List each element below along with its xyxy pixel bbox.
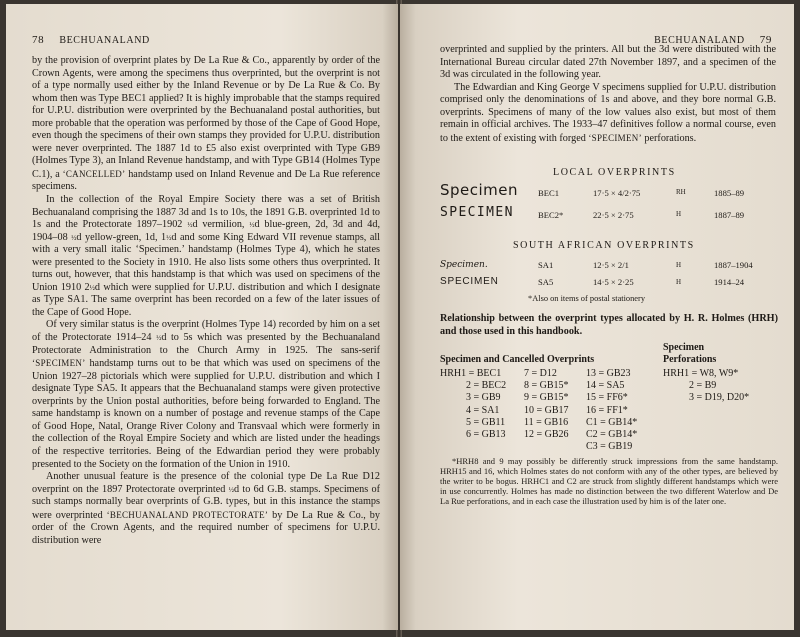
right-page-number: 79 <box>759 34 772 46</box>
hrh-mapping: 6 = GB13 <box>466 429 506 441</box>
overprint-code: SA1 <box>538 260 554 270</box>
hrh-mapping: 15 = FF6* <box>586 392 628 404</box>
perforations-header-line1: Specimen <box>663 342 705 353</box>
paragraph <box>32 194 380 319</box>
local-overprint-row-1 <box>440 181 780 204</box>
hrh-mapping: HRH1 = W8, W9* <box>663 368 739 379</box>
south-african-overprints-title: SOUTH AFRICAN OVERPRINTS <box>513 240 695 251</box>
text-run: perforations. <box>641 132 697 144</box>
hrh-mapping: 10 = GB17 <box>524 404 569 416</box>
hrh-mapping: 4 = SA1 <box>466 404 500 416</box>
text-run: handstamp used on Inland Revenue and De La Rue reference specimens. <box>32 168 380 193</box>
hrh-perforations-column <box>663 368 773 405</box>
paragraph <box>440 44 776 82</box>
fraction: ½ <box>156 334 162 343</box>
left-page <box>6 4 398 630</box>
overprint-years: 1885–89 <box>714 188 745 198</box>
overprint-size: 12·5 × 2/1 <box>593 260 629 270</box>
hrh-mapping: 2 = B9 <box>689 380 717 392</box>
hrh-mapping: 3 = GB9 <box>466 392 501 404</box>
right-page <box>400 4 794 630</box>
fraction: ½ <box>249 221 255 230</box>
hrh-mapping: 2 = BEC2 <box>466 380 507 392</box>
postal-stationery-note: *Also on items of postal stationery <box>528 294 646 303</box>
overprint-flag: H <box>676 278 682 286</box>
overprint-years: 1887–1904 <box>714 260 753 270</box>
specimen-sample-sa5: SPECIMEN <box>440 276 499 287</box>
overprint-size: 22·5 × 2·75 <box>593 210 634 220</box>
text-run: The Edwardian and King George V specimens supplied for U.P.U. distribution comprised only the denominations of 1s and above, and they bore normal G.B. overprints. Specimens of many of the low values also exist, but most of them remain in official archives. The 1933–47 definitives follow a normal course, even to the extent of existing with forged <box>440 81 776 144</box>
fraction: ½ <box>166 233 172 242</box>
hrh-mapping: HRH1 = BEC1 <box>440 368 502 379</box>
hrh-column-1 <box>440 368 510 441</box>
hrh-mapping: 8 = GB15* <box>524 380 569 392</box>
specimen-sample-bec2: SPECIMEN <box>440 205 514 220</box>
paragraph <box>32 471 380 547</box>
hrh-mapping: 7 = D12 <box>524 368 557 379</box>
left-header-title: BECHUANALAND <box>59 35 150 46</box>
paragraph <box>32 55 380 194</box>
text-run: handstamp turns out to be that which was used on specimens of the Union 1927–28 pictorials which were supplied for U.P.U. distribution and which I designate Type SA5. It appears that the Bechuanaland stamps were given protective overprints by the Union postal authorities, before being forwarded to England. The same handstamp is known on a number of postage and revenue stamps of the Cape of Good Hope, Natal, Orange River Colony and Transvaal which were formerly in the collection of the Royal Empire Society and which are listed under the headings of the respective territories. Being of the Edwardian period they were probably presented to the Society on the formation of the Union in 1910. <box>32 358 380 470</box>
left-running-head <box>32 34 150 46</box>
relationship-heading: Relationship between the overprint types allocated by H. R. Holmes (HRH) and those used in this handbook. <box>440 313 778 337</box>
text-run: In the collection of the Royal Empire Society there was a set of British Bechuanaland comprising the 1887 3d and 1s to 10s, the 1891 G.B. overprinted 1d to 1s and the Protectorate 1897–1902 <box>32 194 380 231</box>
sa-overprint-row-1 <box>440 259 780 275</box>
hrh-mapping: 14 = SA5 <box>586 380 625 392</box>
overprint-code: BEC2* <box>538 210 564 220</box>
text-run: overprinted and supplied by the printers. All but the 3d were distributed with the International Bureau circular dated 27th November 1897, and a specimen of the 3d was circulated in the following year. <box>440 44 776 81</box>
text-run: by the provision of overprint plates by De La Rue & Co., apparently by order of the Crown Agents, were among the specimens thus overprinted, but the overprint is not of a type normally used either by the Inland Revenue or by De La Rue & Co. By whom then was Type BEC1 applied? It is highly improbable that the stamps required for U.P.U. distribution were overprinted by the Bechuanaland postal authorities, but more probable that the operation was performed by those of the Cape of Good Hope, even though the specimens of their own stamps they provided for U.P.U. distribution were never overprinted. The 1887 1d to £5 also exist overprinted with Type GB9 (Holmes Type 3), an Inland Revenue handstamp, and with Type GB14 (Holmes Type C.1), a <box>32 55 380 180</box>
overprint-years: 1887–89 <box>714 210 745 220</box>
fraction: ½ <box>71 233 77 242</box>
local-overprint-row-2 <box>440 206 780 226</box>
text-run: d which were supplied for U.P.U. distribution and which I designate as Type SA1. The same overprint has been recorded on a few of the later issues of the Cape of Good Hope. <box>32 281 380 318</box>
overprint-size: 17·5 × 4/2·75 <box>593 188 641 198</box>
text-run: Another unusual feature is the presence of the colonial type De La Rue D12 overprint on the 1897 Protectorate overprinted <box>32 471 380 495</box>
footnote-text: *HRH8 and 9 may possibly be differently struck impressions from the same handstamp. HRH15 and 16, which Holmes states do not conform with any of the other types, are believed by the writer to be bogus. HRHC1 and C2 are struck from slightly different handstamps which were in use concurrently. Holmes has made no distinction between the two different Waterlow and De La Rue perforations, and in each case the illustration used by him is of the later one. <box>440 456 778 506</box>
left-body-text <box>32 55 380 547</box>
hrh-mapping: 16 = FF1* <box>586 404 628 416</box>
specimen-cancelled-header: Specimen and Cancelled Overprints <box>440 354 595 365</box>
overprint-code: SA5 <box>538 277 554 287</box>
specimen-sample-sa1: Specimen. <box>440 260 488 270</box>
perforations-header-line2: Perforations <box>663 354 717 365</box>
overprint-years: 1914–24 <box>714 277 745 287</box>
overprint-flag: H <box>676 261 682 269</box>
local-overprints-title: LOCAL OVERPRINTS <box>553 167 676 178</box>
hrh-mapping: C1 = GB14* <box>586 416 638 428</box>
text-run: ‘BECHUANALAND PROTECTORATE’ <box>106 509 269 520</box>
fraction: ½ <box>228 485 234 494</box>
hrh-mapping: C2 = GB14* <box>586 429 638 441</box>
text-run: d and some King Edward VII revenue stamps, all with a very small italic ‘Specimen.’ handstamp (Holmes Type 4), which he states were presented to the Society in 1910. He also lists some others thus overprinted. It turns out, however, that this handstamp is that which was used on specimens of the Union 1910 2 <box>32 231 381 293</box>
footnote <box>440 456 778 506</box>
text-run: d yellow-green, 1d, 1 <box>76 231 167 243</box>
overprint-flag: H <box>676 210 682 218</box>
hrh-mapping: 9 = GB15* <box>524 392 569 404</box>
sa-overprint-row-2 <box>440 276 780 292</box>
text-run: d to 6d G.B. stamps. Specimens of such stamps normally bear overprints of G.B. types, but in this instance the stamps were overprinted <box>32 483 381 521</box>
text-run: d vermilion, <box>192 219 250 231</box>
left-page-number: 78 <box>32 34 45 46</box>
hrh-mapping: 11 = GB16 <box>524 416 569 428</box>
overprint-code: BEC1 <box>538 188 560 198</box>
text-run: d to 5s which was presented by the Bechuanaland Protectorate Administration to the Church Army in 1925. The sans-serif <box>32 332 380 356</box>
paragraph <box>32 319 380 471</box>
hrh-mapping: C3 = GB19 <box>586 441 633 453</box>
hrh-mapping: 13 = GB23 <box>586 368 631 379</box>
specimen-sample-bec1: Specimen <box>440 181 519 199</box>
text-run: ‘SPECIMEN’ <box>32 358 86 369</box>
hrh-column-3 <box>586 368 656 453</box>
text-run: ‘SPECIMEN’ <box>588 132 642 143</box>
fraction: ½ <box>89 283 95 292</box>
hrh-mapping: 3 = D19, D20* <box>689 392 750 404</box>
hrh-mapping: 12 = GB26 <box>524 429 569 441</box>
hrh-column-2 <box>524 368 586 441</box>
text-run: ‘CANCELLED’ <box>62 168 126 179</box>
text-run: Of very similar status is the overprint (Holmes Type 14) recorded by him on a set of the Protectorate 1914–24 <box>32 319 380 344</box>
right-intro-text <box>440 44 776 145</box>
specimen-perforations-header <box>663 342 716 366</box>
fraction: ½ <box>187 221 193 230</box>
overprint-flag: RH <box>676 188 686 196</box>
hrh-mapping: 5 = GB11 <box>466 416 506 428</box>
text-run: by De La Rue & Co., by order of the Crown Agents, and the required number of specimens for U.P.U. distribution were <box>32 509 380 546</box>
paragraph <box>440 82 776 146</box>
overprint-size: 14·5 × 2·25 <box>593 277 634 287</box>
text-run: d blue-green, 2d, 3d and 4d, 1904–08 <box>32 219 380 243</box>
right-header-title: BECHUANALAND <box>654 35 745 46</box>
